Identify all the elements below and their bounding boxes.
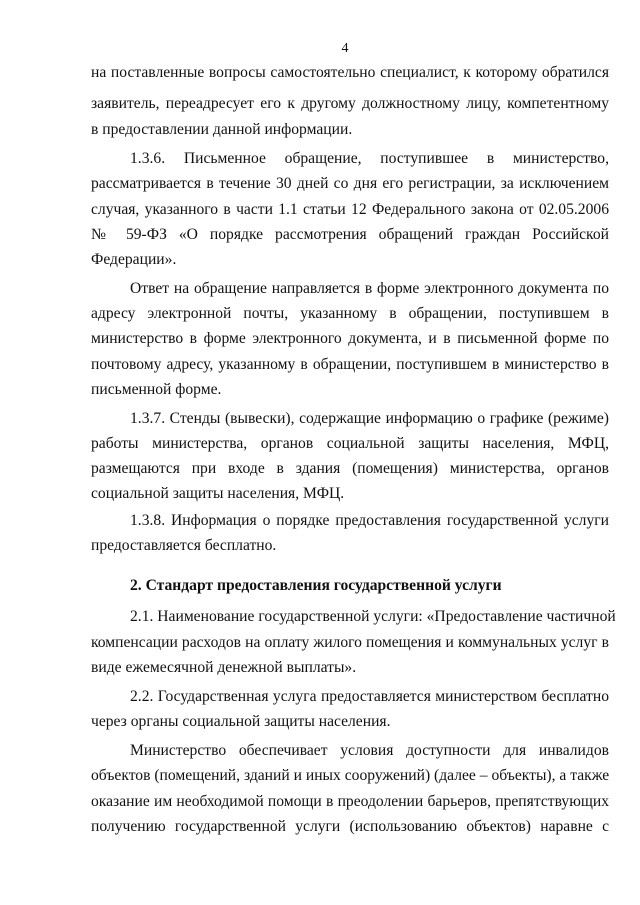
page-number: 4 <box>341 41 349 56</box>
text-line: Министерство обеспечивает условия доступности для инвалидов <box>130 742 609 759</box>
text-line: оказание им необходимой помощи в преодолении барьеров, препятствующих <box>91 793 609 810</box>
text-line: через органы социальной защиты населения. <box>91 713 391 730</box>
text-line: работы министерства, органов социальной защиты населения, МФЦ, <box>91 435 609 452</box>
text-line: 1.3.8. Информация о порядке предоставления государственной услуги <box>130 512 609 529</box>
text-line: министерство в форме электронного документа, и в письменной форме по <box>91 330 609 347</box>
section-heading: 2. Стандарт предоставления государственной услуги <box>130 577 502 594</box>
text-line: получению государственной услуги (использованию объектов) наравне с <box>91 818 609 835</box>
text-line: размещаются при входе в здания (помещения) министерства, органов <box>91 460 609 477</box>
text-line: предоставляется бесплатно. <box>91 537 277 554</box>
text-line: 1.3.7. Стенды (вывески), содержащие информацию о графике (режиме) <box>130 410 609 427</box>
text-line: Ответ на обращение направляется в форме электронного документа по <box>130 280 609 297</box>
text-line: 2.2. Государственная услуга предоставляется министерством бесплатно <box>130 688 609 705</box>
text-line: рассматривается в течение 30 дней со дня его регистрации, за исключением <box>91 175 609 192</box>
text-line: адресу электронной почты, указанному в обращении, поступившем в <box>91 305 609 322</box>
text-line: социальной защиты населения, МФЦ. <box>91 485 345 502</box>
text-line: на поставленные вопросы самостоятельно специалист, к которому обратился <box>91 64 609 81</box>
text-line: компенсации расходов на оплату жилого помещения и коммунальных услуг в <box>91 634 609 651</box>
text-line: случая, указанного в части 1.1 статьи 12 Федерального закона от 02.05.2006 <box>91 201 609 218</box>
text-line: виде ежемесячной денежной выплаты». <box>91 659 357 676</box>
text-line: заявитель, переадресует его к другому должностному лицу, компетентному <box>91 95 609 112</box>
text-line: в предоставлении данной информации. <box>91 121 353 138</box>
text-line: Федерации». <box>91 251 177 268</box>
text-line: письменной форме. <box>91 381 222 398</box>
text-line: № 59-ФЗ «О порядке рассмотрения обращений граждан Российской <box>91 226 609 243</box>
text-line: почтовому адресу, указанному в обращении, поступившем в министерство в <box>91 356 609 373</box>
text-line: объектов (помещений, зданий и иных сооружений) (далее – объекты), а также <box>91 767 610 784</box>
text-line: 1.3.6. Письменное обращение, поступившее в министерство, <box>130 150 609 167</box>
text-line: 2.1. Наименование государственной услуги: «Предоставление частичной <box>130 608 616 625</box>
